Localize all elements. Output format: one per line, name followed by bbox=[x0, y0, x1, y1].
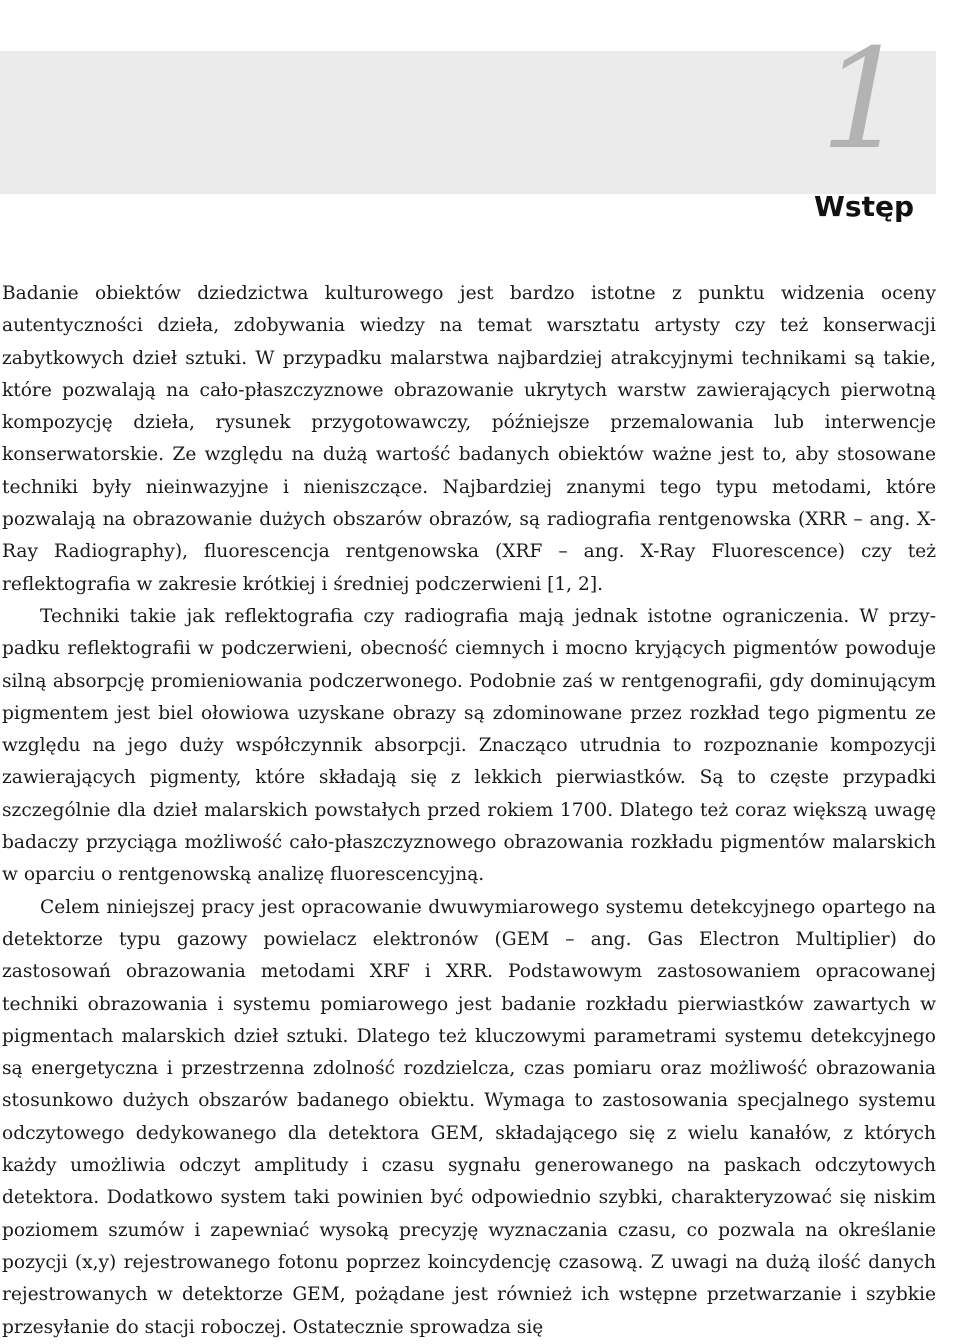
paragraph-3: Celem niniejszej pracy jest opracowanie dwuwymiarowego systemu detekcyjnego opartego na detektorze typu gazowy powielacz elektronów (GEM – ang. Gas Electron Multiplier) do zastosowań obrazowania metodami XRF i XRR. Podstawowym zastosowaniem opracowanej techniki obrazowania i systemu pomiarowego jest badanie rozkładu pierwiastków zawartych w pigmentach malarskich dzieł sztuki. Dlatego też kluczowymi parametrami systemu detekcyjnego są energetyczna i przestrzenna zdolność rozdzielcza, czas pomiaru oraz możliwość obrazowania stosunkowo dużych obszarów badanego obiektu. Wymaga to zastosowania specjalnego systemu odczytowego dedykowanego dla detektora GEM, składającego się z wielu kanałów, z których każdy umożliwia odczyt amplitudy i czasu sygnału generowanego na paskach odczytowych detektora. Dodatkowo system taki powinien być odpowiednio szybki, charakteryzować się niskim poziomem szumów i zapewniać wysoką precyzję wyznaczania czasu, co pozwala na określanie pozycji (x,y) rejestrowanego fotonu poprzez koincydencję czasową. Z uwagi na dużą ilość danych rejestrowanych w detektorze GEM, pożądane jest również ich wstępne przetwarzanie i szybkie przesyłanie do stacji roboczej. Ostatecznie sprowadza się bbox=[2, 896, 936, 1338]
paragraph-1: Badanie obiektów dziedzictwa kulturowego jest bardzo istotne z punktu widzenia oceny autentyczności dzieła, zdobywania wiedzy na temat warsztatu artysty czy też konserwacji zabytkowych dzieł sztuki. W przypadku malarstwa najbardziej atrakcyjnymi technikami są takie, które pozwalają na cało-płaszczyznowe obrazowanie ukrytych warstw zawierających pierwotną kompozycję dzieła, rysunek przygotowawczy, późniejsze przemalowania lub interwencje konserwatorskie. Ze względu na dużą wartość badanych obiektów ważne jest to, aby stosowane techniki były nieinwazyjne i nieniszczące. Najbardziej znanymi tego typu metodami, które pozwalają na obrazowanie dużych obszarów obrazów, są radiografia rentgenowska (XRR – ang. X-Ray Radiography), fluorescencja rentgenowska (XRF – ang. X-Ray Fluorescence) czy też reflektografia w zakresie krótkiej i średniej podczerwieni [1, 2]. bbox=[2, 283, 936, 595]
chapter-header bbox=[0, 19, 936, 223]
paragraph-2: Techniki takie jak reflektografia czy radiografia mają jednak istotne ograniczenia. W przypadku reflektografii w podczerwieni, obecność ciemnych i mocno kryjących pigmentów powoduje silną absorpcję promieniowania podczerwonego. Podobnie zaś w rentgenografii, gdy dominującym pigmentem jest biel ołowiowa uzyskane obrazy są zdominowane przez rozkład tego pigmentu ze względu na jego duży współczynnik absorpcji. Znacząco utrudnia to rozpoznanie kompozycji zawierających pigmenty, które składają się z lekkich pierwiastków. Są to częste przypadki szczególnie dla dzieł malarskich powstałych przed rokiem 1700. Dlatego też coraz większą uwagę badaczy przyciąga możliwość cało-płaszczyznowego obrazowania rozkładu pigmentów malarskich w oparciu o rentgenowską analizę fluorescencyjną. bbox=[2, 605, 936, 886]
chapter-number: 1 bbox=[820, 19, 908, 180]
chapter-title: Wstęp bbox=[814, 190, 914, 223]
chapter-body bbox=[0, 278, 936, 1344]
